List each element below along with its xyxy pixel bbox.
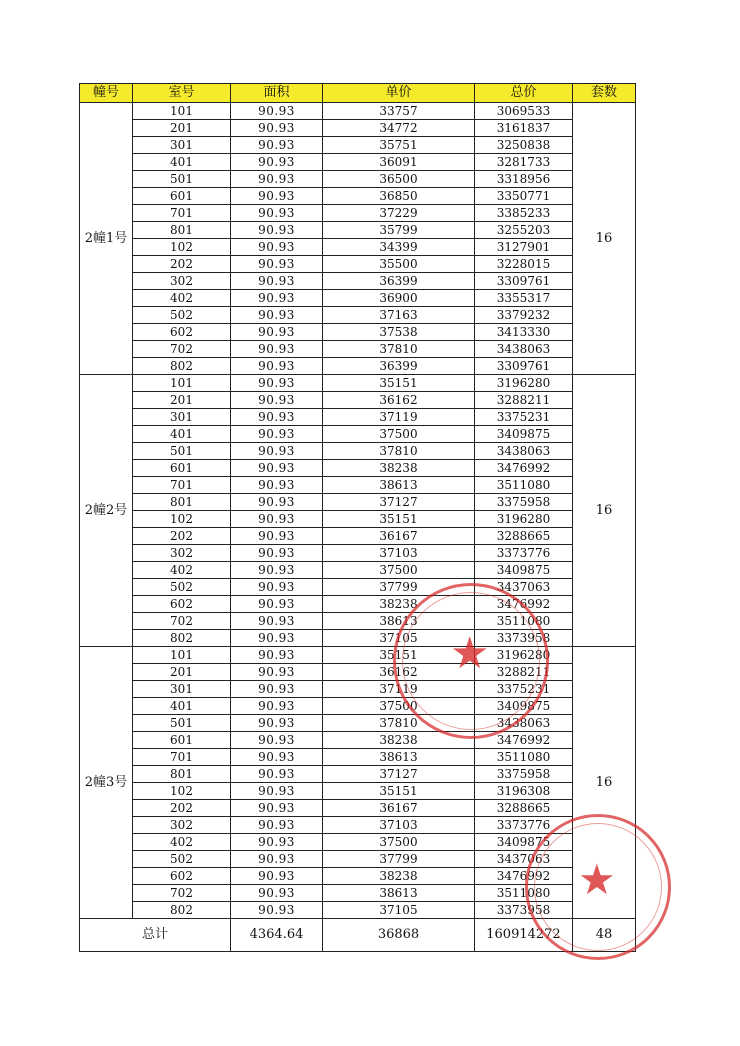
total-price-cell: 3409875 xyxy=(475,562,573,579)
room-cell: 401 xyxy=(133,698,231,715)
area-cell: 90.93 xyxy=(231,375,323,392)
area-cell: 90.93 xyxy=(231,630,323,647)
table-row xyxy=(80,341,636,358)
unit-price-cell: 38238 xyxy=(323,596,475,613)
header-unit-price: 单价 xyxy=(323,84,475,103)
header-area: 面积 xyxy=(231,84,323,103)
area-cell: 90.93 xyxy=(231,239,323,256)
room-cell: 101 xyxy=(133,647,231,664)
unit-price-cell: 36399 xyxy=(323,358,475,375)
room-cell: 602 xyxy=(133,868,231,885)
room-cell: 802 xyxy=(133,630,231,647)
room-cell: 402 xyxy=(133,834,231,851)
area-cell: 90.93 xyxy=(231,273,323,290)
unit-price-cell: 38613 xyxy=(323,613,475,630)
room-cell: 802 xyxy=(133,902,231,919)
table-row xyxy=(80,851,636,868)
total-price-cell: 3196280 xyxy=(475,375,573,392)
room-cell: 601 xyxy=(133,460,231,477)
total-price-cell: 3288665 xyxy=(475,800,573,817)
table-footer xyxy=(80,919,636,952)
area-cell: 90.93 xyxy=(231,222,323,239)
total-price-cell: 3375231 xyxy=(475,409,573,426)
total-price-cell: 3438063 xyxy=(475,341,573,358)
room-cell: 401 xyxy=(133,154,231,171)
total-price-cell: 3375231 xyxy=(475,681,573,698)
unit-count: 16 xyxy=(573,103,636,375)
table-row xyxy=(80,647,636,664)
total-price-cell: 3250838 xyxy=(475,137,573,154)
area-cell: 90.93 xyxy=(231,171,323,188)
area-cell: 90.93 xyxy=(231,477,323,494)
unit-price-cell: 37799 xyxy=(323,851,475,868)
table-row xyxy=(80,290,636,307)
room-cell: 401 xyxy=(133,426,231,443)
area-cell: 90.93 xyxy=(231,579,323,596)
header-room: 室号 xyxy=(133,84,231,103)
table-row xyxy=(80,902,636,919)
area-cell: 90.93 xyxy=(231,137,323,154)
area-cell: 90.93 xyxy=(231,749,323,766)
table-row xyxy=(80,120,636,137)
table-row xyxy=(80,477,636,494)
unit-price-cell: 33757 xyxy=(323,103,475,120)
header-total-price: 总价 xyxy=(475,84,573,103)
area-cell: 90.93 xyxy=(231,324,323,341)
table-row xyxy=(80,392,636,409)
area-cell: 90.93 xyxy=(231,290,323,307)
total-price-cell: 3281733 xyxy=(475,154,573,171)
room-cell: 402 xyxy=(133,290,231,307)
total-price-cell: 3511080 xyxy=(475,477,573,494)
unit-price-cell: 36850 xyxy=(323,188,475,205)
table-row xyxy=(80,358,636,375)
area-cell: 90.93 xyxy=(231,715,323,732)
total-price-cell: 3511080 xyxy=(475,613,573,630)
area-cell: 90.93 xyxy=(231,562,323,579)
room-cell: 301 xyxy=(133,681,231,698)
room-cell: 202 xyxy=(133,800,231,817)
area-cell: 90.93 xyxy=(231,613,323,630)
price-list-sheet xyxy=(79,83,636,952)
total-price-cell: 3288211 xyxy=(475,664,573,681)
unit-price-cell: 37127 xyxy=(323,766,475,783)
total-price-cell: 3196280 xyxy=(475,647,573,664)
table-row xyxy=(80,273,636,290)
total-price-cell: 3373958 xyxy=(475,630,573,647)
room-cell: 601 xyxy=(133,732,231,749)
table-row xyxy=(80,511,636,528)
area-cell: 90.93 xyxy=(231,783,323,800)
room-cell: 301 xyxy=(133,137,231,154)
unit-price-cell: 37127 xyxy=(323,494,475,511)
total-price-cell: 3069533 xyxy=(475,103,573,120)
area-cell: 90.93 xyxy=(231,205,323,222)
total-count: 48 xyxy=(573,919,636,952)
unit-price-cell: 36399 xyxy=(323,273,475,290)
table-row xyxy=(80,528,636,545)
table-row xyxy=(80,324,636,341)
area-cell: 90.93 xyxy=(231,392,323,409)
total-price-cell: 3476992 xyxy=(475,460,573,477)
table-row xyxy=(80,443,636,460)
unit-price-cell: 37500 xyxy=(323,562,475,579)
area-cell: 90.93 xyxy=(231,511,323,528)
header-count: 套数 xyxy=(573,84,636,103)
table-row xyxy=(80,409,636,426)
area-cell: 90.93 xyxy=(231,885,323,902)
room-cell: 801 xyxy=(133,222,231,239)
unit-price-cell: 37163 xyxy=(323,307,475,324)
room-cell: 801 xyxy=(133,494,231,511)
unit-price-cell: 37105 xyxy=(323,902,475,919)
unit-price-cell: 35799 xyxy=(323,222,475,239)
area-cell: 90.93 xyxy=(231,647,323,664)
table-row xyxy=(80,800,636,817)
table-row xyxy=(80,630,636,647)
unit-price-cell: 36900 xyxy=(323,290,475,307)
total-price-cell: 3350771 xyxy=(475,188,573,205)
room-cell: 702 xyxy=(133,341,231,358)
table-row xyxy=(80,171,636,188)
seal-star-icon: ★ xyxy=(450,628,490,679)
room-cell: 301 xyxy=(133,409,231,426)
table-row xyxy=(80,545,636,562)
room-cell: 201 xyxy=(133,120,231,137)
room-cell: 102 xyxy=(133,783,231,800)
unit-price-cell: 38613 xyxy=(323,749,475,766)
table-row xyxy=(80,494,636,511)
table-row xyxy=(80,426,636,443)
area-cell: 90.93 xyxy=(231,698,323,715)
unit-price-cell: 34399 xyxy=(323,239,475,256)
total-price-cell: 3355317 xyxy=(475,290,573,307)
area-cell: 90.93 xyxy=(231,664,323,681)
table-row xyxy=(80,732,636,749)
price-table xyxy=(79,83,636,952)
total-price-cell: 3373776 xyxy=(475,545,573,562)
table-row xyxy=(80,579,636,596)
building-label: 2幢1号 xyxy=(80,103,133,375)
area-cell: 90.93 xyxy=(231,256,323,273)
seal-star-icon: ★ xyxy=(578,855,616,904)
table-header xyxy=(80,84,636,103)
area-cell: 90.93 xyxy=(231,800,323,817)
area-cell: 90.93 xyxy=(231,443,323,460)
area-cell: 90.93 xyxy=(231,766,323,783)
room-cell: 702 xyxy=(133,885,231,902)
total-price-cell: 3379232 xyxy=(475,307,573,324)
unit-count: 16 xyxy=(573,647,636,919)
table-row xyxy=(80,817,636,834)
table-body xyxy=(80,103,636,919)
unit-price-cell: 38613 xyxy=(323,477,475,494)
unit-price-cell: 36091 xyxy=(323,154,475,171)
room-cell: 102 xyxy=(133,239,231,256)
unit-price-cell: 37105 xyxy=(323,630,475,647)
room-cell: 502 xyxy=(133,307,231,324)
area-cell: 90.93 xyxy=(231,460,323,477)
total-price-cell: 3375958 xyxy=(475,494,573,511)
room-cell: 102 xyxy=(133,511,231,528)
area-cell: 90.93 xyxy=(231,868,323,885)
unit-price-cell: 36162 xyxy=(323,392,475,409)
total-price-cell: 3409875 xyxy=(475,426,573,443)
table-row xyxy=(80,103,636,120)
table-row xyxy=(80,766,636,783)
total-price-cell: 3228015 xyxy=(475,256,573,273)
total-price-cell: 3413330 xyxy=(475,324,573,341)
total-price-cell: 3318956 xyxy=(475,171,573,188)
header-building: 幢号 xyxy=(80,84,133,103)
unit-price-cell: 35751 xyxy=(323,137,475,154)
total-price-cell: 3288211 xyxy=(475,392,573,409)
room-cell: 201 xyxy=(133,664,231,681)
room-cell: 302 xyxy=(133,545,231,562)
unit-price-cell: 35151 xyxy=(323,375,475,392)
room-cell: 501 xyxy=(133,171,231,188)
area-cell: 90.93 xyxy=(231,902,323,919)
total-label: 总计 xyxy=(80,919,231,952)
area-cell: 90.93 xyxy=(231,732,323,749)
table-row xyxy=(80,562,636,579)
unit-price-cell: 35500 xyxy=(323,256,475,273)
area-cell: 90.93 xyxy=(231,528,323,545)
room-cell: 602 xyxy=(133,596,231,613)
area-cell: 90.93 xyxy=(231,834,323,851)
area-cell: 90.93 xyxy=(231,154,323,171)
table-row xyxy=(80,749,636,766)
unit-price-cell: 35151 xyxy=(323,783,475,800)
total-price-cell: 3373776 xyxy=(475,817,573,834)
room-cell: 802 xyxy=(133,358,231,375)
total-area: 4364.64 xyxy=(231,919,323,952)
room-cell: 202 xyxy=(133,256,231,273)
unit-price-cell: 37103 xyxy=(323,817,475,834)
room-cell: 701 xyxy=(133,477,231,494)
unit-price-cell: 37500 xyxy=(323,698,475,715)
total-price-cell: 3476992 xyxy=(475,868,573,885)
unit-price-cell: 38613 xyxy=(323,885,475,902)
total-unit-price: 36868 xyxy=(323,919,475,952)
unit-price-cell: 36162 xyxy=(323,664,475,681)
unit-price-cell: 37810 xyxy=(323,341,475,358)
table-row xyxy=(80,783,636,800)
room-cell: 302 xyxy=(133,817,231,834)
total-price-cell: 3476992 xyxy=(475,596,573,613)
total-price-cell: 3385233 xyxy=(475,205,573,222)
unit-price-cell: 37119 xyxy=(323,681,475,698)
total-price-cell: 3409875 xyxy=(475,698,573,715)
total-price-cell: 3511080 xyxy=(475,885,573,902)
table-row xyxy=(80,307,636,324)
room-cell: 502 xyxy=(133,579,231,596)
table-row xyxy=(80,188,636,205)
unit-price-cell: 37103 xyxy=(323,545,475,562)
unit-price-cell: 37229 xyxy=(323,205,475,222)
room-cell: 701 xyxy=(133,749,231,766)
total-price-cell: 3437063 xyxy=(475,579,573,596)
room-cell: 602 xyxy=(133,324,231,341)
unit-price-cell: 37799 xyxy=(323,579,475,596)
unit-price-cell: 37538 xyxy=(323,324,475,341)
total-price-cell: 3373958 xyxy=(475,902,573,919)
unit-price-cell: 34772 xyxy=(323,120,475,137)
room-cell: 701 xyxy=(133,205,231,222)
area-cell: 90.93 xyxy=(231,494,323,511)
area-cell: 90.93 xyxy=(231,358,323,375)
room-cell: 801 xyxy=(133,766,231,783)
area-cell: 90.93 xyxy=(231,341,323,358)
table-row xyxy=(80,613,636,630)
total-price-cell: 3127901 xyxy=(475,239,573,256)
building-label: 2幢3号 xyxy=(80,647,133,919)
area-cell: 90.93 xyxy=(231,596,323,613)
table-row xyxy=(80,681,636,698)
table-row xyxy=(80,664,636,681)
room-cell: 201 xyxy=(133,392,231,409)
area-cell: 90.93 xyxy=(231,307,323,324)
total-price: 160914272 xyxy=(475,919,573,952)
total-price-cell: 3196308 xyxy=(475,783,573,800)
area-cell: 90.93 xyxy=(231,188,323,205)
area-cell: 90.93 xyxy=(231,681,323,698)
total-price-cell: 3255203 xyxy=(475,222,573,239)
unit-price-cell: 37810 xyxy=(323,443,475,460)
table-row xyxy=(80,154,636,171)
unit-price-cell: 37500 xyxy=(323,426,475,443)
table-row xyxy=(80,375,636,392)
area-cell: 90.93 xyxy=(231,103,323,120)
room-cell: 402 xyxy=(133,562,231,579)
area-cell: 90.93 xyxy=(231,409,323,426)
unit-price-cell: 36167 xyxy=(323,528,475,545)
table-row xyxy=(80,885,636,902)
unit-price-cell: 36167 xyxy=(323,800,475,817)
total-price-cell: 3511080 xyxy=(475,749,573,766)
table-row xyxy=(80,698,636,715)
table-row xyxy=(80,205,636,222)
unit-price-cell: 36500 xyxy=(323,171,475,188)
total-price-cell: 3196280 xyxy=(475,511,573,528)
unit-price-cell: 38238 xyxy=(323,732,475,749)
table-row xyxy=(80,868,636,885)
room-cell: 101 xyxy=(133,375,231,392)
area-cell: 90.93 xyxy=(231,851,323,868)
unit-price-cell: 35151 xyxy=(323,511,475,528)
total-price-cell: 3309761 xyxy=(475,358,573,375)
table-row xyxy=(80,834,636,851)
unit-price-cell: 38238 xyxy=(323,868,475,885)
total-price-cell: 3161837 xyxy=(475,120,573,137)
room-cell: 202 xyxy=(133,528,231,545)
total-price-cell: 3476992 xyxy=(475,732,573,749)
table-row xyxy=(80,222,636,239)
area-cell: 90.93 xyxy=(231,426,323,443)
total-price-cell: 3438063 xyxy=(475,715,573,732)
table-row xyxy=(80,715,636,732)
total-price-cell: 3309761 xyxy=(475,273,573,290)
unit-price-cell: 38238 xyxy=(323,460,475,477)
room-cell: 101 xyxy=(133,103,231,120)
total-price-cell: 3375958 xyxy=(475,766,573,783)
table-row xyxy=(80,460,636,477)
unit-count: 16 xyxy=(573,375,636,647)
area-cell: 90.93 xyxy=(231,817,323,834)
building-label: 2幢2号 xyxy=(80,375,133,647)
room-cell: 501 xyxy=(133,715,231,732)
unit-price-cell: 37810 xyxy=(323,715,475,732)
room-cell: 302 xyxy=(133,273,231,290)
unit-price-cell: 35151 xyxy=(323,647,475,664)
table-row xyxy=(80,596,636,613)
total-price-cell: 3288665 xyxy=(475,528,573,545)
table-row xyxy=(80,239,636,256)
table-row xyxy=(80,137,636,154)
area-cell: 90.93 xyxy=(231,120,323,137)
unit-price-cell: 37500 xyxy=(323,834,475,851)
total-price-cell: 3437063 xyxy=(475,851,573,868)
room-cell: 702 xyxy=(133,613,231,630)
room-cell: 502 xyxy=(133,851,231,868)
area-cell: 90.93 xyxy=(231,545,323,562)
room-cell: 601 xyxy=(133,188,231,205)
room-cell: 501 xyxy=(133,443,231,460)
total-price-cell: 3409875 xyxy=(475,834,573,851)
unit-price-cell: 37119 xyxy=(323,409,475,426)
table-row xyxy=(80,256,636,273)
total-price-cell: 3438063 xyxy=(475,443,573,460)
total-row xyxy=(80,919,636,952)
